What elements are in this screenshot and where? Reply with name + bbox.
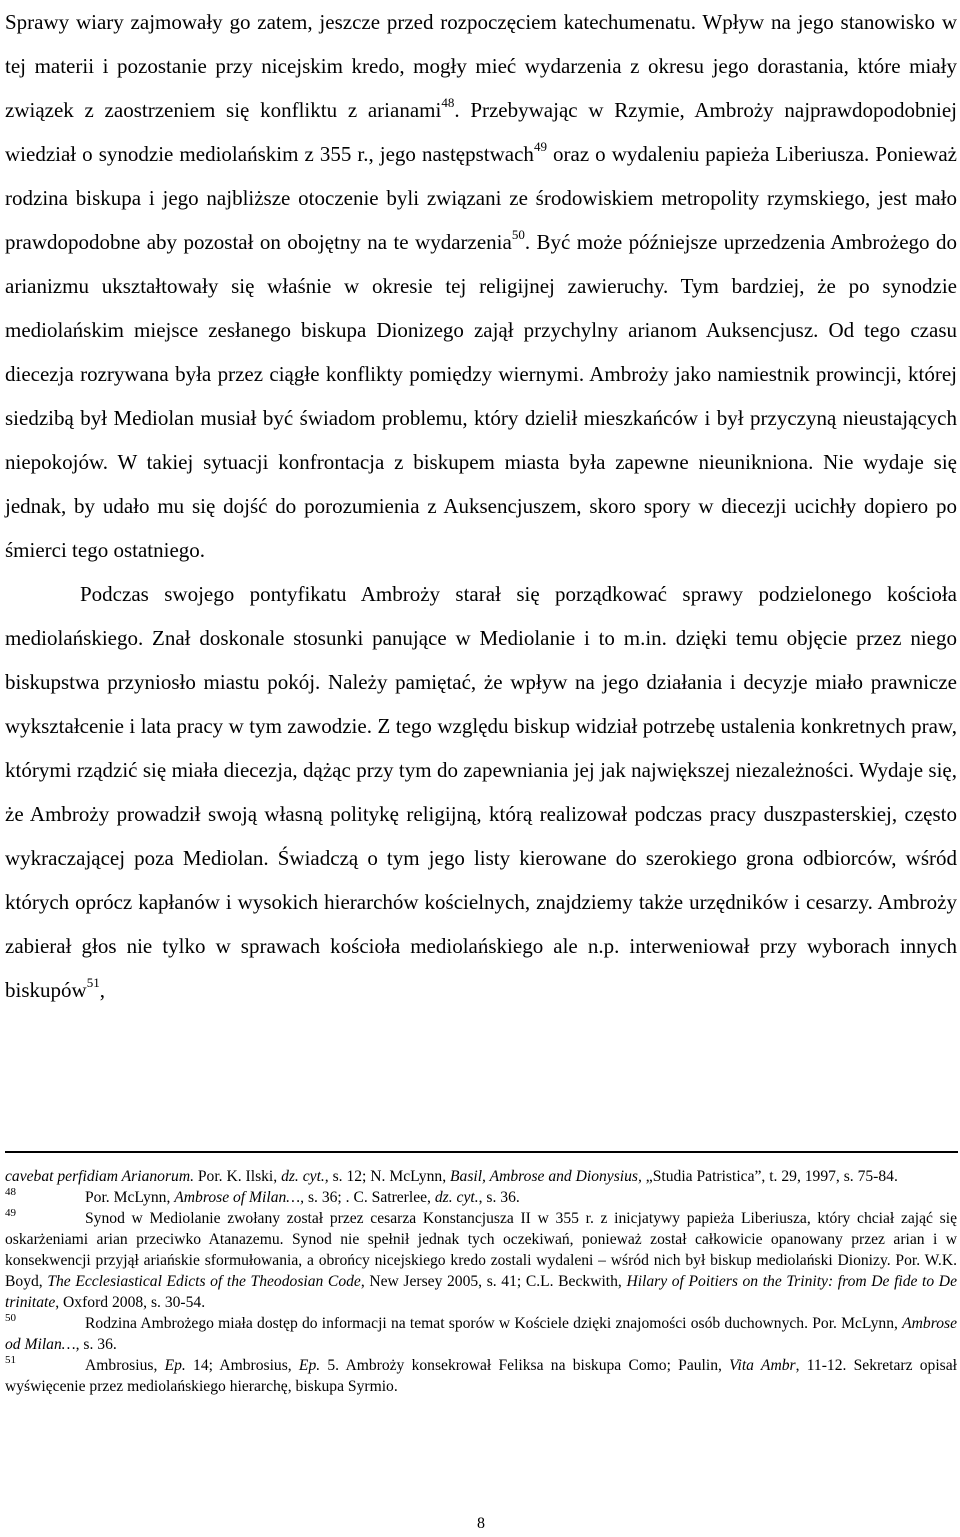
footnote-49-text-e: , Oxford 2008, s. 30-54. [55,1294,206,1311]
footnote-51: 51 Ambrosius, Ep. 14; Ambrosius, Ep. 5. Ambroży konsekrował Feliksa na biskupa Como; Paulin, Vita Ambr, 11-12. Sekretarz opisał wyświęcenie przez mediolańskiego hierarchę, biskupa Syrmio. [5,1354,957,1395]
footnote-50-italic-b: Ambrose od Milan…, [5,1315,957,1353]
main-text [5,0,957,1012]
footnote-ref-48[interactable]: 48 [441,95,455,111]
footnote-49: 49 Synod w Mediolanie zwołany został przez cesarza Konstancjusza II w 355 r. z inicjatywy papieża Liberiusza, który chciał zająć się oskarżeniami arian przeciwko Atanazemu. Synod nie spełnił jednak tych oczekiwań, ponieważ został całkowicie opanowany przez arian i w konsekwencji przyjął ariańskie sformułowania, a obrońcy nicejskiego kredo zostali wydaleni – wśród nich był biskup mediolański Dionizy. Por. W.K. Boyd, The Ecclesiastical Edicts of the Theodosian Code, New Jersey 2005, s. 41; C.L. Beckwith, Hilary of Poitiers on the Trinity: from De fide to De trinitate, Oxford 2008, s. 30-54. [5,1207,957,1311]
page-number: 8 [477,1515,485,1532]
footnote-51-italic-f: Vita Ambr [729,1357,796,1374]
footnote-ref-51[interactable]: 51 [86,975,100,991]
footnote-51-text-a: Ambrosius, [85,1357,165,1374]
footnote-48-text-c: s. 36; . C. Satrerlee, [304,1189,435,1206]
footnote-continuation-text-f: „Studia Patristica”, t. 29, 1997, s. 75-84. [641,1168,898,1185]
footnote-49-text-c: , New Jersey 2005, s. 41; C.L. Beckwith, [360,1273,627,1290]
footnote-ref-50[interactable]: 50 [511,227,525,243]
footnote-continuation-text-d: s. 12; N. McLynn, [328,1168,450,1185]
footnote-continuation-italic-c: dz. cyt., [281,1168,329,1185]
footnote-48-italic-d: dz. cyt. [434,1189,479,1206]
paragraph-1 [5,0,957,572]
paragraph-2-text-b: , [99,978,105,1002]
footnote-48: 48 Por. McLynn, Ambrose of Milan…, s. 36; . C. Satrerlee, dz. cyt., s. 36. [5,1186,520,1206]
footnote-51-italic-d: Ep. [298,1357,321,1374]
footnote-48-text-e: , s. 36. [478,1189,520,1206]
paragraph-1-text-a: Sprawy wiary zajmowały go zatem, jeszcze przed rozpoczęciem katechumenatu. Wpływ na jego stanowisko w tej materii i pozostanie przy nicejskim kredo, mogły mieć wydarzenia z okresu jego dorastania, które miały związek z zaostrzeniem się konfliktu z arianami [5,10,957,122]
paragraph-1-text-c: oraz o wydaleniu papieża Liberiusza. Ponieważ rodzina biskupa i jego najbliższe otoczenie byli związani ze środowiskiem metropolity rzymskiego, jest mało prawdopodobne aby pozostał on obojętny na te wydarzenia [5,142,957,254]
footnote-49-text-a: Synod w Mediolanie zwołany został przez cesarza Konstancjusza II w 355 r. z inicjatywy papieża Liberiusza, który chciał zająć się oskarżeniami arian przeciwko Atanazemu. Synod nie spełnił jednak tych oczekiwań, ponieważ został całkowicie opanowany przez arian i w konsekwencji przyjął ariańskie sformułowania, a obrońcy nicejskiego kredo zostali wydaleni – wśród nich był biskup mediolański Dionizy. Por. W.K. Boyd, [5,1210,957,1290]
footnote-49-italic-b: The Ecclesiastical Edicts of the Theodosian Code [47,1273,361,1290]
footnote-51-text-g: , 11-12. Sekretarz opisał wyświęcenie przez mediolańskiego hierarchę, biskupa Syrmio. [5,1357,957,1395]
footnote-48-text-a: Por. McLynn, [85,1189,175,1206]
footnote-continuation-italic-a: cavebat perfidiam Arianorum. [5,1168,194,1185]
footnote-50-text-c: s. 36. [79,1336,117,1353]
footnote-51-italic-b: Ep. [164,1357,186,1374]
paragraph-1-text-b: . Przebywając w Rzymie, Ambroży najprawdopodobniej wiedział o synodzie mediolańskim z 355 r., jego następstwach [5,98,957,166]
footnote-separator [5,1151,958,1153]
paragraph-1-text-d: . Być może późniejsze uprzedzenia Ambrożego do arianizmu ukształtowały się właśnie w okresie tej religijnej zawieruchy. Tym bardziej, że po synodzie mediolańskim miejsce zesłanego biskupa Dionizego zajął przychylny arianom Auksencjusz. Od tego czasu diecezja rozrywana była przez ciągłe konflikty pomiędzy wiernymi. Ambroży jako namiestnik prowincji, której siedzibą był Mediolan musiał być świadom problemu, który dzielił mieszkańców i był przyczyną nieustających niepokojów. W takiej sytuacji konfrontacja z biskupem miasta była zapewne nieunikniona. Nie wydaje się jednak, by udało mu się dojść do porozumienia z Auksencjuszem, skoro spory w diecezji ucichły dopiero po śmierci tego ostatniego. [5,230,957,562]
footnote-50: 50 Rodzina Ambrożego miała dostęp do informacji na temat sporów w Kościele dzięki znajomości osób duchownych. Por. McLynn, Ambrose od Milan…, s. 36. [5,1312,957,1353]
footnote-48-italic-b: Ambrose of Milan…, [174,1189,305,1206]
footnote-50-text-a: Rodzina Ambrożego miała dostęp do informacji na temat sporów w Kościele dzięki znajomości osób duchownych. Por. McLynn, [85,1315,903,1332]
footnote-51-text-e: 5. Ambroży konsekrował Feliksa na biskupa Como; Paulin, [320,1357,730,1374]
paragraph-2 [5,572,957,1012]
footnotes [5,1166,957,1397]
footnote-continuation [5,1166,957,1187]
footnote-continuation-italic-e: Basil, Ambrose and Dionysius, [450,1168,642,1185]
footnote-49-italic-d: Hilary of Poitiers on the Trinity: from De fide to De trinitate [5,1273,957,1311]
paragraph-2-text-a: Podczas swojego pontyfikatu Ambroży starał się porządkować sprawy podzielonego kościoła mediolańskiego. Znał doskonale stosunki panujące w Mediolanie i to m.in. dzięki temu objęcie przez niego biskupstwa przyniosło miastu pokój. Należy pamiętać, że wpływ na jego działania i decyzje miało prawnicze wykształcenie i lata pracy w tym zawodzie. Z tego względu biskup widział potrzebę ustalenia konkretnych praw, którymi rządzić się miała diecezja, dążąc przy tym do zapewniania jej jak największej niezależności. Wydaje się, że Ambroży prowadził swoją własną politykę religijną, którą realizował podczas pracy duszpasterskiej, często wykraczającej poza Mediolan. Świadczą o tym jego listy kierowane do szerokiego grona odbiorców, wśród których oprócz kapłanów i wysokich hierarchów kościelnych, znajdziemy także urzędników i cesarzy. Ambroży zabierał głos nie tylko w sprawach kościoła mediolańskiego ale n.p. interweniował przy wyborach innych biskupów [5,582,957,1002]
footnote-ref-49[interactable]: 49 [533,139,547,155]
footnote-51-text-c: 14; Ambrosius, [185,1357,299,1374]
document-page [5,0,957,1537]
footnote-continuation-text-b: Por. K. Ilski, [193,1168,282,1185]
